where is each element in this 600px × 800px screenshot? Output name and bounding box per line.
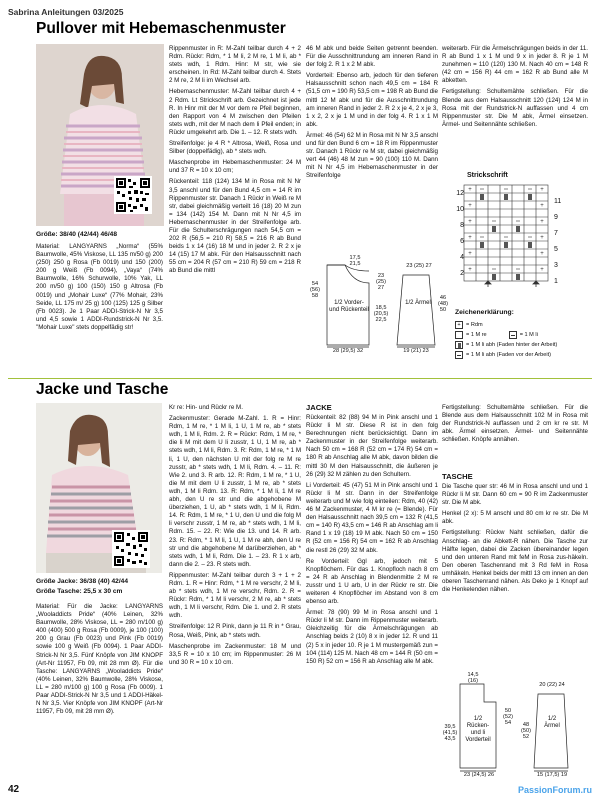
row-number: 4 [460, 254, 464, 261]
halsausschnitt-paragraph: 46 M abk und beide Seiten getrennt beenden. Für die Ausschnittrundung am inneren Rand in der folg 2. R 1 x 2 M abk. [306, 45, 438, 69]
zackenmuster-paragraph: Zackenmuster: Gerade M-Zahl. 1. R = Hinr: Rdm, 1 M re, * 1 M li, 1 U, 1 M re, ab * stets wdh, 1 M li, Rdm. 2. R = Rückr: Rdm, 1 M re, * die li M mit dem U li zusstr, 1 U, 1 M re, ab * stets wdh, 1 M li, Rdm. 3. R: Rdm, 1 M re, * 1 M li, 1 U, den nächsten U mit der folg re M re zusstr, ab * stets wdh, 1 M li, Rdm. 4. – 11. R: Wie 2. und 3. R arb. 12. R: Rdm, 1 M re, * 1 U, die M mit dem U li zusstr, 1 M re, ab * stets wdh, 1 M li Rdm. 13. R: Rdm, * 1 M li, 1 M re abh, den U re str und die abgehobene M überziehen, 1 U, ab * stets wdh, 1 M li, Rdm. 14. R: Rdm, 1 M re, * 1 U, den U und die folg M li verschr zusstr, 1 M re, ab * stets wdh, 1 M li, Rdm. 15. – 22. R: Wie die 13. und 14. R arb. 23. R: Rdm, * 1 M li, 1 U, 1 M re abh, den U re str und die abgehobene M darüberziehen, ab * stets wdh, 1 M li, Rdm. Die 1. – 23. R 1 x arb, dann die 2. – 23. R stets wdh. [169, 415, 301, 568]
svg-text:+: + [468, 267, 472, 273]
jacke-column-4 [442, 404, 588, 447]
rippenmuster-paragraph: Rippenmuster: M-Zahl teilbar durch 3 + 1 + 2 Rdm. 1. R = Hinr: Rdm, * 1 M re verschr, 2 M li, ab * stets wdh, 1 M re verschr, Rdm. 2. R = Rückr: Rdm, * 1 M li verschr, 2 M re, ab * stets wdh, 1 M li verschr, Rdm. Die 1. und 2. R stets wdh. [169, 571, 301, 620]
svg-text:+: + [468, 187, 472, 193]
pullover-column-2 [169, 45, 301, 279]
sleeve-label: 1/2 Ärmel [405, 300, 431, 306]
jacke-material: Material: Für die Jacke: LANGYARNS „Wooladdicts Pride“ (40% Leinen, 32% Baumwolle, 28% Viskose, LL = 280 m/100 g) 400 (400) 500 g Rosa (Fb 0009), je 100 (100) 200 g Grau (Fb 0023) und Pink (Fb 0019) sowie 100 g Weiß (Fb 0094). 1 Paar ADDI-Strick-N Nr 3,5. Fünf Knöpfe von JIM KNOPF (Art-Nr 11957, Fb 09, mit 28 mm Ø). Für die Tasche: LANGYARNS „Wooladdicts Pride“ (40% Leinen, 32% Baumwolle, 28% Viskose, LL = 280 m/100 g) 100 g Rosa (Fb 0009). 1 Paar ADDI-Strick-N Nr 3,5 und 1 ADDI-Häkel-N Nr 3,5. Vier Knöpfe von JIM KNOPF (Art-Nr 11957, Fb 09, mit 28 mm Ø). [36, 603, 163, 716]
row-number: 5 [554, 246, 558, 253]
svg-text:+: + [540, 187, 544, 193]
pullover-material: Material: LANGYARNS „Norma“ (55% Baumwolle, 45% Viskose, LL 135 m/50 g) 200 (250) 250 g Rosa (Fb 0019) und 150 (200) 200 g Weiß (Fb 0094), „Vaya“ (74% Baumwolle, 16% Schurwolle, 10% Yak, LL 200 m/50 g) 100 (150) 150 g Altrosa (Fb 0019) und „Mohair Luxe“ (77% Mohair, 23% Seide, LL 175 m/ 25 g) 100 (125) 125 g Silber (Fb 0023). Je 1 Paar ADDI-Strick-N Nr 3,5 und 4,5 sowie 1 ADDI-Rundstrick-N Nr 3,5. "Mohair Luxe" stets doppelfädig str! [36, 243, 163, 331]
rippenmuster-paragraph: Rippenmuster in R: M-Zahl teilbar durch 4 + 2 Rdm. Rückr: Rdm, * 1 M li, 2 M re, 1 M li, ab * stets wdh, 1 Rdm. Hinr: M str, wie sie erscheinen. In Rd: M-Zahl teilbar durch 4. Stets 2 M re, 2 M li im Wechsel arb. [169, 45, 301, 85]
jacke-section-head: JACKE [306, 403, 332, 412]
dim-label: 23 (24,5) 26 [463, 772, 495, 778]
dim-label: 28 (29,5) 32 [332, 348, 364, 354]
back-piece-label: 1/2 Vorder- und Rückenteil [329, 300, 369, 313]
chart-title: Strickschrift [467, 172, 508, 179]
svg-text:+: + [540, 219, 544, 225]
slip-front-icon [455, 351, 463, 359]
dim-label: 54 (56) 58 [310, 281, 320, 299]
svg-text:+: + [540, 267, 544, 273]
pullover-column-3 [306, 45, 438, 184]
legend-item: = Rdm [466, 322, 483, 328]
legend-item: = 1 M li abh (Faden hinter der Arbeit) [466, 342, 558, 348]
rueckenteil-paragraph: Rückenteil: 118 (124) 134 M in Rosa mit N Nr 3,5 anschl und für den Bund 4,5 cm = 14 R im Rippenmuster str. Danach 1 Rückr in Weiß re M str, dabei gleichmäßig verteilt 16 (18) 20 M zun = 134 (142) 154 M. Dann mit N Nr 4,5 im Hebemaschenmuster in der Streifenfolge arb. Für die Schulterschrägungen nach 54,5 cm = 202 R (56,5 = 210 R) 58,5 = 216 R ab Bund beids 1 x 14 (16) 18 M und in jeder 2. R 2 x je 14 (15) 17 M abk. Für den Halsausschnitt nach 55 cm = 204 R (57 cm = 210 R) 59 cm = 218 R ab Bund die mittl [169, 178, 301, 275]
magazine-header: Sabrina Anleitungen 03/2025 [8, 7, 124, 17]
row-number: 10 [456, 206, 464, 213]
dim-label: 39,5 (41,5) 43,5 [442, 724, 458, 742]
pullover-column-4 [442, 45, 588, 132]
dim-label: 17,5 21,5 [349, 255, 361, 267]
jacke-column-3 [306, 414, 438, 669]
re-vorderteil-paragraph: Re Vorderteil: Ggl arb, jedoch mit 5 Knopflöchern. Für das 1. Knopfloch nach 8 cm = 24 R ab Anschlag in Blendenmitte 2 M re zusstr und 1 U arb, U in der Rückr re str. Die weiteren 4 Knopflöcher im Abstand von 8 cm ebenso arb. [306, 557, 438, 606]
jacke-schematic [440, 672, 590, 780]
pullover-schematic [305, 255, 450, 355]
pullover-qr-code[interactable] [114, 176, 152, 214]
tasche-size: Größe Tasche: 25,5 x 30 cm [36, 588, 123, 595]
kraus-rechts-paragraph: Kr re: Hin- und Rückr re M. [169, 404, 243, 411]
jacke-size: Größe Jacke: 36/38 (40) 42/44 [36, 578, 129, 585]
li-vorderteil-paragraph: Li Vorderteil: 45 (47) 51 M in Pink anschl und 1 Rückr li M str. Dann in der Streifenfolge weiterarb und M wie folg einteilen: Rdm, 40 (42) 46 M Zackenmuster, 4 M kr re (= Blende). Für den Halsausschnitt nach 39,5 cm = 132 R (41,5 cm = 140 R) 43,5 cm = 146 R ab Anschlag am li Rand 1 x 19 (18) 19 M abk. Nach 50 cm = 150 R (52 cm = 156 R) 54 cm = 162 R ab Anschlag die restl 26 (29) 32 M abk. [306, 481, 438, 554]
fertigstellung-paragraph: Fertigstellung: Schultemähte schließen. Für die Blende aus dem Halsausschnitt 102 M in Rosa mit der Rundstrick-N auffassen und 2 cm kr re str. M abk. Ärmel einsetzen. Ärmel- und Seitennähte schließen. Knöpfe annähen. [442, 404, 588, 444]
svg-text:+: + [468, 251, 472, 257]
page-number: 42 [8, 784, 20, 795]
row-number: 2 [460, 270, 464, 277]
svg-text:+: + [540, 203, 544, 209]
dim-label: 18,5 (20,5) 22,5 [373, 305, 389, 323]
fertigstellung-paragraph: Fertigstellung: Schultemähte schließen. Für die Blende aus dem Halsausschnitt 120 (124) 124 M in Rosa mit der Rundstrick-N auffassen und 4 cm Rippenmuster str. Die M abk, Ärmel einsetzen. Ärmel- und Seitennähte schließen. [442, 88, 588, 128]
row-number: 6 [460, 238, 464, 245]
aermel-paragraph: Ärmel: 78 (90) 99 M in Rosa anschl und 1 Rückr li M str. Dann im Rippenmuster weiterarb. Gleichzeitig für die Ärmelschrägungen ab Anschlag beids 2 (10) 8 x in jeder 12. R und 11 (2) 5 x in jeder 10. R je 1 M mustergemäß zun = 104 (114) 125 M. Nach 48 cm = 144 R (50 cm = 150 R) 52 cm = 156 R ab Anschlag alle M abk. [306, 609, 438, 665]
row-number: 7 [554, 230, 558, 237]
dim-label: 23 (25) 27 [406, 263, 432, 269]
knit-stitch-icon [455, 331, 463, 339]
row-number: 9 [554, 214, 558, 221]
dim-label: 14,5 (16) [467, 672, 479, 684]
front-piece-label: 1/2 Rücken- und li Vorderteil [465, 716, 491, 743]
row-number: 3 [554, 262, 558, 269]
sleeve-label: 1/2 Ärmel [544, 716, 560, 729]
jacke-qr-code[interactable] [112, 530, 150, 568]
row-number: 1 [554, 278, 558, 285]
chart-right-row-numbers [554, 194, 568, 290]
hebemaschenmuster-paragraph: Hebemaschenmuster: M-Zahl teilbar durch 4 + 2 Rdm. Lt Strickschrift arb. Gezeichnet ist jede R. In Hinr mit der M vor dem re Pfeil beginnen, den Rapport von 4 M zwischen den Pfeilen stets wdh, mit der M nach dem li Pfeil enden; in Rückr umgekehrt arb. Die 1. – 12. R stets wdh. [169, 88, 301, 136]
tasche-fertigstellung-paragraph: Fertigstellung: Rückw Naht schließen, dafür die Anschlag- an die Abkett-R nähen. Die Tasche zur Hälfte legen, dabei die Zacken übereinander legen und den unteren Rand mit feM in Rosa zus-häkeln. Den oberen Taschenrand mit 3 Rd feM in Rosa umhäkeln. Henkel beids der mittl 13 cm innen an den oberen Taschenrand nähen. Als Deko je 1 Knopf auf die Henkelenden nähen. [442, 529, 588, 594]
jacke-column-2 [169, 404, 301, 670]
svg-text:+: + [468, 235, 472, 241]
vorderteil-paragraph: Vorderteil: Ebenso arb, jedoch für den tieferen Halsausschnitt schon nach 49,5 cm = 184 R (51,5 cm = 190 R) 53,5 cm = 198 R ab Bund die mittl 12 M abk und für die Ausschnittrundung am inneren Rand in jeder 2. R 2 x je 4, 2 x je 3, 1 x 2, 2 x je 1 M und in der folg 4. R 1 x 1 M abk. [306, 72, 438, 128]
qr-code-icon [114, 176, 152, 214]
svg-text:+: + [540, 251, 544, 257]
dim-label: 48 (50) 52 [521, 722, 531, 740]
row-number: 8 [460, 222, 464, 229]
maschenprobe-paragraph: Maschenprobe im Zackenmuster: 18 M und 33,5 R = 10 x 10 cm; im Rippenmuster: 26 M und 30 R = 10 x 10 cm. [169, 642, 301, 666]
tasche-section-head: TASCHE [442, 472, 473, 481]
henkel-paragraph: Henkel (2 x): 5 M anschl und 80 cm kr re str. Die M abk. [442, 510, 588, 526]
dim-label: 46 (48) 50 [438, 295, 448, 313]
streifenfolge-paragraph: Streifenfolge: je 4 R * Altrosa, Weiß, Rosa und Silber (doppelfädig), ab * stets wdh. [169, 140, 301, 156]
rueckenteil-paragraph: Rückenteil: 82 (88) 94 M in Pink anschl und 1 Rückr li M str. Diese R ist in den folg Berechnungen nicht berücksichtigt. Dann im Zackenmuster in der Streifenfolge weiterarb. Nach 50 cm = 168 R (52 cm = 174 R) 54 cm = 180 R ab Anschlag alle M abk, davon bilden die mittl 30 M den Halsausschnitt, die äußeren je 26 (29) 32 M zählen zu den Schultern. [306, 414, 438, 478]
legend-item: = 1 M li [519, 332, 538, 338]
streifenfolge-paragraph: Streifenfolge: 12 R Pink, dann je 11 R in * Grau, Rosa, Weiß, Pink, ab * stets wdh. [169, 623, 301, 639]
chart-left-row-numbers [452, 186, 464, 282]
qr-code-icon [112, 530, 150, 568]
dim-label: 20 (22) 24 [539, 682, 565, 688]
legend-item: = 1 M re [466, 332, 487, 338]
edge-stitch-icon: + [455, 321, 463, 329]
maschenprobe-paragraph: Maschenprobe im Hebemaschenmuster: 24 M und 37 R = 10 x 10 cm; [169, 159, 301, 175]
dim-label: 23 (25) 27 [376, 273, 386, 291]
aermelschraegungen-paragraph: weiterarb. Für die Ärmelschrägungen beids in der 11. R ab Bund 1 x 1 M und 9 x in jeder 8. R je 1 M zunehmen = 110 (120) 130 M. Nach 40 cm = 148 R (42 cm = 156 R) 44 cm = 162 R ab Bund alle M abketten. [442, 45, 588, 85]
legend-title: Zeichenerklärung: [455, 309, 514, 316]
jacke-title: Jacke und Tasche [36, 381, 169, 398]
svg-text:+: + [468, 203, 472, 209]
dim-label: 15 (17,5) 19 [536, 772, 568, 778]
legend-item: = 1 M li abh (Faden vor der Arbeit) [466, 352, 552, 358]
svg-text:+: + [468, 219, 472, 225]
chart-legend [455, 320, 590, 360]
section-divider [8, 378, 592, 379]
dim-label: 50 (52) 54 [503, 708, 513, 726]
aermel-paragraph: Ärmel: 46 (54) 62 M in Rosa mit N Nr 3,5 anschl und für den Bund 6 cm = 18 R im Rippenmuster str. Danach 1 Rückr re M str, dabei gleichmäßig vert 44 (46) 48 M zun = 90 (100) 110 M. Dann mit N Nr 4,5 im Hebemaschenmuster in der Streifenfolge [306, 131, 438, 180]
tasche-paragraph: Die Tasche quer str: 46 M in Rosa anschl und und 1 Rückr li M str. Dann 60 cm = 90 R im Zackenmuster str. Die M abk. [442, 483, 588, 507]
dim-label: 19 (21) 23 [403, 348, 429, 354]
pullover-sizes: Größe: 38/40 (42/44) 46/48 [36, 231, 118, 238]
row-number: 12 [456, 190, 464, 197]
purl-stitch-icon [509, 331, 517, 339]
tasche-column [442, 483, 588, 597]
watermark: PassionForum.ru [517, 785, 592, 795]
svg-text:+: + [540, 235, 544, 241]
row-number: 11 [554, 198, 562, 205]
pullover-title: Pullover mit Hebemaschenmuster [36, 20, 286, 37]
slip-back-icon [455, 341, 463, 349]
